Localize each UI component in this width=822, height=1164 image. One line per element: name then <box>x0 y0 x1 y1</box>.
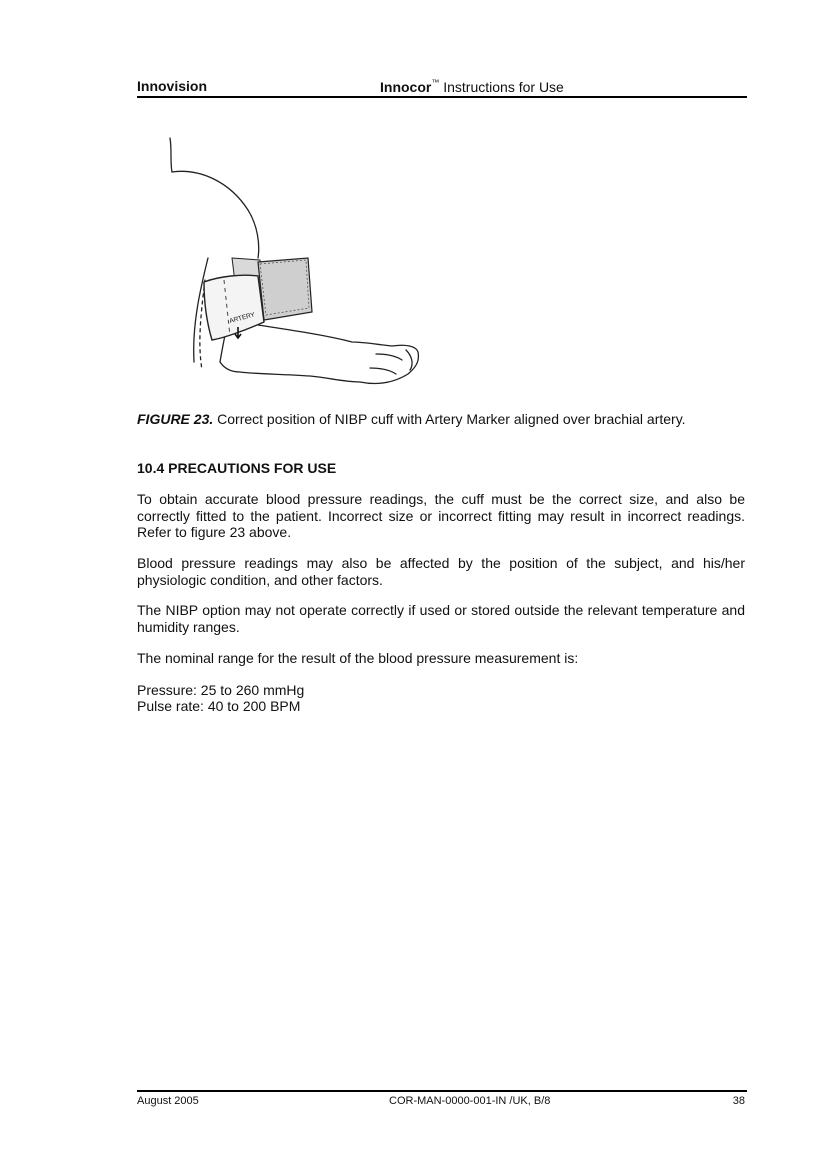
product-name: Innocor <box>380 79 432 95</box>
finger-curl <box>406 350 412 370</box>
finger-line <box>370 368 396 374</box>
page-number: 38 <box>732 1095 745 1107</box>
footer-document-code: COR-MAN-0000-001-IN /UK, B/8 <box>389 1095 551 1107</box>
paragraph-cuff-fitting: To obtain accurate blood pressure readings, the cuff must be the correct size, and also be correctly fitted to the patient. Incorrect size or incorrect fitting may result in incorrect readings. Refer to figure 23 above. <box>137 491 745 540</box>
figure-caption <box>137 411 747 427</box>
pulse-rate-range: Pulse rate: 40 to 200 BPM <box>137 698 301 714</box>
figure-23-illustration <box>160 130 430 390</box>
document-title <box>380 78 564 95</box>
arm-with-cuff-drawing <box>160 130 430 390</box>
paragraph-environment: The NIBP option may not operate correctly if used or stored outside the relevant temperature and humidity ranges. <box>137 602 745 635</box>
paragraph-nominal-range: The nominal range for the result of the blood pressure measurement is: <box>137 650 579 666</box>
footer-date: August 2005 <box>137 1095 199 1107</box>
paragraph-position-effects: Blood pressure readings may also be affected by the position of the subject, and his/her physiologic condition, and other factors. <box>137 555 745 588</box>
forearm-and-hand <box>220 325 418 384</box>
artery-marker-label: ARTERY <box>228 311 256 325</box>
pressure-range: Pressure: 25 to 260 mmHg <box>137 682 305 698</box>
neck-line <box>170 138 172 172</box>
section-heading: 10.4 PRECAUTIONS FOR USE <box>137 460 337 476</box>
page-header <box>137 78 747 98</box>
cuff-velcro-flap <box>258 258 312 320</box>
document-title-text: Instructions for Use <box>443 79 564 95</box>
company-name: Innovision <box>137 78 207 94</box>
thumb-line <box>376 354 402 360</box>
shoulder-line <box>172 171 259 258</box>
caption-label: FIGURE 23. <box>137 411 214 427</box>
nibp-cuff <box>204 275 264 340</box>
caption-text: Correct position of NIBP cuff with Artery Marker aligned over brachial artery. <box>217 411 686 427</box>
page-footer <box>137 1090 747 1108</box>
trademark-symbol: ™ <box>431 78 440 87</box>
